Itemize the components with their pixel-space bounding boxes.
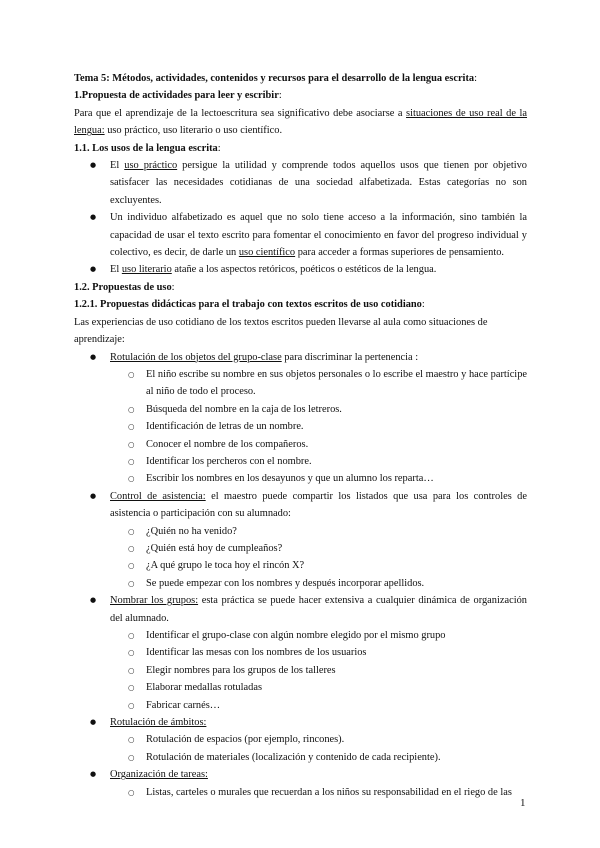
list-item: ○ Identificar el grupo-clase con algún nombre elegido por el mismo grupo — [110, 627, 527, 644]
section-heading-1-2-1: 1.2.1. Propuestas didácticas para el trabajo con textos escritos de uso cotidiano: — [74, 299, 425, 311]
section-heading-1: 1.Propuesta de actividades para leer y escribir: — [74, 90, 282, 102]
list-item: ○ El niño escribe su nombre en sus objetos personales o lo escribe el maestro y hace partícipe al niño de todo el proceso. — [110, 366, 527, 401]
proposals-list — [74, 349, 527, 802]
list-item: ○ Escribir los nombres en los desayunos y que un alumno los reparta… — [110, 470, 527, 487]
list-item: ● Nombrar los grupos: esta práctica se puede hacer extensiva a cualquier dinámica de organización del alumnado. ○ Identificar el grupo-clase con algún nombre elegido por el mismo grupo ○ Identificar las mesas con los nombres de los usuarios ○ Elegir nombres para los grupos de los talleres ○ Elaborar medallas rotuladas ○ Fabricar carnés… — [74, 592, 527, 714]
sub-list — [110, 627, 527, 714]
list-item: ○ Búsqueda del nombre en la caja de los letreros. — [110, 401, 527, 418]
list-item: ● Rotulación de los objetos del grupo-clase para discriminar la pertenencia : ○ El niño escribe su nombre en sus objetos personales o lo escribe el maestro y hace partícipe al niño de todo el proceso. ○ Búsqueda del nombre en la caja de los letreros. ○ Identificación de letras de un nombre. ○ Conocer el nombre de los compañeros. ○ Identificar los percheros con el nombre. ○ Escribir los nombres en los desayunos y que un alumno los reparta… — [74, 349, 527, 488]
list-item: ○ Elaborar medallas rotuladas — [110, 679, 527, 696]
list-item: ○ ¿Quién está hoy de cumpleaños? — [110, 540, 527, 557]
page-number: 1 — [520, 797, 526, 809]
list-item: ● El uso práctico persigue la utilidad y comprende todos aquellos usos que tienen por objetivo satisfacer las necesidades cotidianas de una sociedad alfabetizada. Estas categorías no son excluyentes. — [74, 157, 527, 209]
list-item: ○ Identificar los percheros con el nombre. — [110, 453, 527, 470]
sub-list — [110, 731, 527, 766]
list-item: ○ Rotulación de materiales (localización y contenido de cada recipiente). — [110, 749, 527, 766]
list-item: ● Rotulación de ámbitos: ○ Rotulación de espacios (por ejemplo, rincones). ○ Rotulación de materiales (localización y contenido de cada recipiente). — [74, 714, 527, 766]
list-item: ○ Conocer el nombre de los compañeros. — [110, 436, 527, 453]
list-item: ○ Identificar las mesas con los nombres de los usuarios — [110, 644, 527, 661]
sub-list — [110, 784, 527, 801]
uses-list — [74, 157, 527, 279]
list-item: ○ Identificación de letras de un nombre. — [110, 418, 527, 435]
list-item: ○ Fabricar carnés… — [110, 697, 527, 714]
list-item: ● El uso literario atañe a los aspectos retóricos, poéticos o estéticos de la lengua. — [74, 261, 527, 278]
list-item: ● Un individuo alfabetizado es aquel que no solo tiene acceso a la información, sino también la capacidad de usar el texto escrito para fomentar el conocimiento en favor del progreso individual y colectivo, es decir, de darle un uso científico para acceder a formas superiores de pensamiento. — [74, 209, 527, 261]
list-item: ○ Listas, carteles o murales que recuerdan a los niños su responsabilidad en el riego de las — [110, 784, 527, 801]
document-title: Tema 5: Métodos, actividades, contenidos y recursos para el desarrollo de la lengua escrita: — [74, 73, 477, 84]
paragraph-experiences: Las experiencias de uso cotidiano de los textos escritos pueden llevarse al aula como situaciones de aprendizaje: — [74, 316, 488, 346]
list-item: ○ ¿A qué grupo le toca hoy el rincón X? — [110, 557, 527, 574]
list-item: ● Organización de tareas: ○ Listas, carteles o murales que recuerdan a los niños su responsabilidad en el riego de las — [74, 766, 527, 801]
list-item: ○ Se puede empezar con los nombres y después incorporar apellidos. — [110, 575, 527, 592]
sub-list — [110, 523, 527, 593]
sub-list — [110, 366, 527, 488]
list-item: ○ ¿Quién no ha venido? — [110, 523, 527, 540]
list-item: ○ Elegir nombres para los grupos de los talleres — [110, 662, 527, 679]
section-heading-1-1: 1.1. Los usos de la lengua escrita: — [74, 142, 221, 154]
list-item: ○ Rotulación de espacios (por ejemplo, rincones). — [110, 731, 527, 748]
document-body — [74, 70, 527, 801]
section-heading-1-2: 1.2. Propuestas de uso: — [74, 281, 175, 293]
list-item: ● Control de asistencia: el maestro puede compartir los listados que usa para los controles de asistencia o participación con su alumnado: ○ ¿Quién no ha venido? ○ ¿Quién está hoy de cumpleaños? ○ ¿A qué grupo le toca hoy el rincón X? ○ Se puede empezar con los nombres y después incorporar apellidos. — [74, 488, 527, 592]
paragraph-intro: Para que el aprendizaje de la lectoescritura sea significativo debe asociarse a situaciones de uso real de la lengua: uso práctico, uso literario o uso científico. — [74, 107, 528, 137]
